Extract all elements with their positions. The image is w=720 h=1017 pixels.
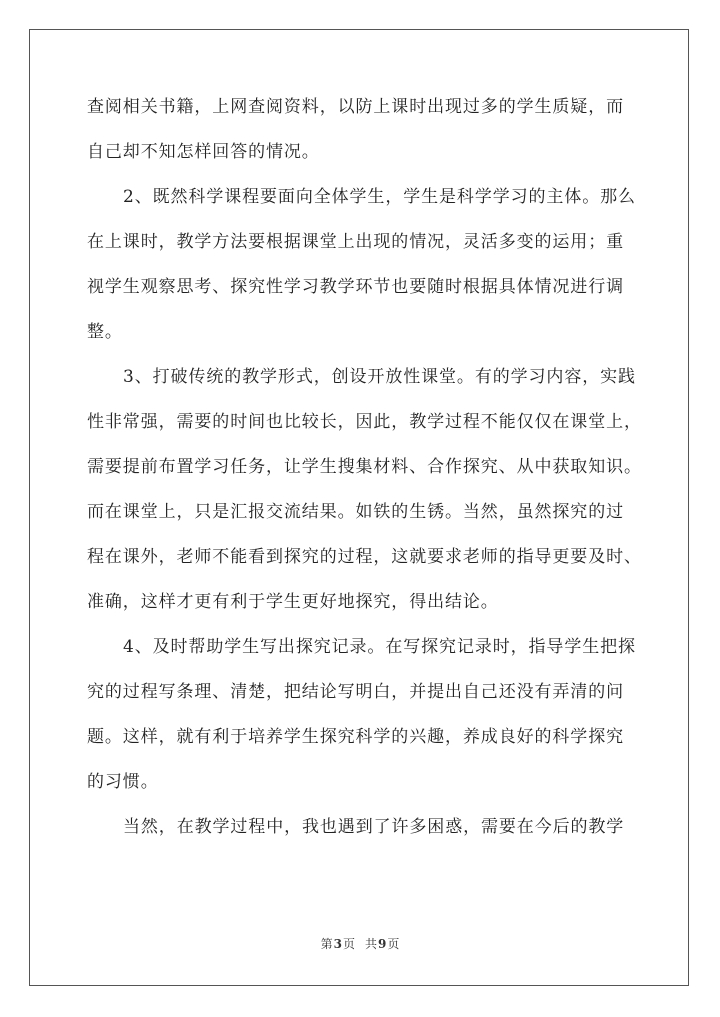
text-line: 需要提前布置学习任务，让学生搜集材料、合作探究、从中获取知识。: [87, 457, 642, 477]
text-line: 自己却不知怎样回答的情况。: [87, 142, 320, 162]
text-line: 程在课外，老师不能看到探究的过程，这就要求老师的指导更要及时、: [87, 547, 642, 567]
page-suffix: 页: [342, 937, 355, 951]
total-page-number: 9: [378, 937, 387, 951]
text-line: 而在课堂上，只是汇报交流结果。如铁的生锈。当然，虽然探究的过: [87, 502, 624, 522]
text-line: 的习惯。: [87, 772, 159, 792]
page-footer: [0, 935, 720, 952]
text-line: 性非常强，需要的时间也比较长，因此，教学过程不能仅仅在课堂上，: [87, 412, 642, 432]
text-line: 4、及时帮助学生写出探究记录。在写探究记录时，指导学生把探: [123, 637, 636, 657]
text-line: 当然，在教学过程中，我也遇到了许多困惑，需要在今后的教学: [123, 817, 625, 837]
current-page-number: 3: [333, 937, 342, 951]
text-line: 题。这样，就有利于培养学生探究科学的兴趣，养成良好的科学探究: [87, 727, 624, 747]
total-prefix: 共: [365, 937, 378, 951]
total-suffix: 页: [387, 937, 400, 951]
text-line: 3、打破传统的教学形式，创设开放性课堂。有的学习内容，实践: [123, 367, 636, 387]
text-line: 视学生观察思考、探究性学习教学环节也要随时根据具体情况进行调: [87, 277, 624, 297]
text-line: 究的过程写条理、清楚，把结论写明白，并提出自己还没有弄清的问: [87, 682, 624, 702]
page-prefix: 第: [320, 937, 333, 951]
document-body: [87, 93, 642, 858]
text-line: 查阅相关书籍，上网查阅资料，以防上课时出现过多的学生质疑，而: [87, 97, 624, 117]
text-line: 2、既然科学课程要面向全体学生，学生是科学学习的主体。那么: [123, 187, 636, 207]
text-line: 整。: [87, 322, 123, 342]
text-line: 准确，这样才更有利于学生更好地探究，得出结论。: [87, 592, 499, 612]
text-line: 在上课时，教学方法要根据课堂上出现的情况，灵活多变的运用；重: [87, 232, 624, 252]
